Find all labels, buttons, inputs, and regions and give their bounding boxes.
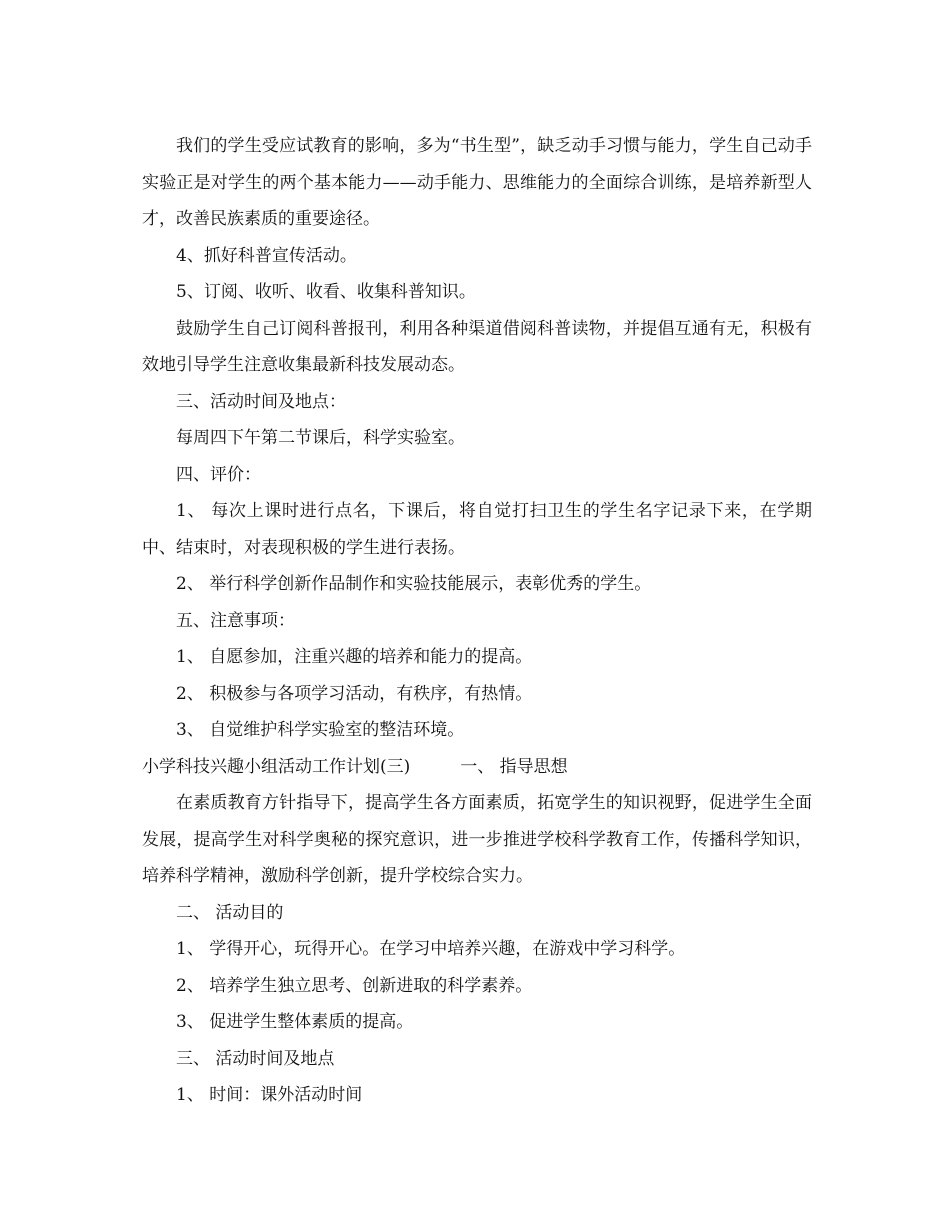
list-item: 1、 学得开心，玩得开心。在学习中培养兴趣，在游戏中学习科学。 (176, 939, 686, 959)
section-title-line (142, 749, 812, 786)
list-item: 3、 促进学生整体素质的提高。 (176, 1012, 414, 1032)
list-item: 1、 每次上课时进行点名，下课后，将自觉打扫卫生的学生名字记录下来，在学期中、结束时，对表现积极的学生进行表扬。 (142, 501, 812, 558)
section-heading: 二、 活动目的 (176, 902, 284, 923)
list-item: 2、 积极参与各项学习活动，有秩序，有热情。 (176, 683, 533, 704)
section-heading: 一、 指导思想 (460, 756, 568, 777)
paragraph: 每周四下午第二节课后，科学实验室。 (176, 428, 465, 448)
list-item: 2、 举行科学创新作品制作和实验技能展示，表彰优秀的学生。 (176, 574, 652, 594)
section-heading: 三、活动时间及地点： (176, 391, 346, 412)
section-heading: 五、注意事项： (176, 610, 295, 631)
paragraph: 我们的学生受应试教育的影响，多为“书生型”，缺乏动手习惯与能力，学生自己动手实验正是对学生的两个基本能力——动手能力、思维能力的全面综合训练，是培养新型人才，改善民族素质的重要途径。 (142, 136, 812, 229)
list-item: 1、 时间：课外活动时间 (176, 1085, 363, 1105)
list-item: 2、 培养学生独立思考、创新进取的科学素养。 (176, 975, 533, 996)
paragraph: 在素质教育方针指导下，提高学生各方面素质，拓宽学生的知识视野，促进学生全面发展，提高学生对科学奥秘的探究意识，进一步推进学校科学教育工作，传播科学知识，培养科学精神，激励科学创新，提升学校综合实力。 (142, 793, 812, 886)
section-heading: 三、 活动时间及地点 (176, 1048, 335, 1069)
paragraph: 鼓励学生自己订阅科普报刊，利用各种渠道借阅科普读物，并提倡互通有无，积极有效地引导学生注意收集最新科技发展动态。 (142, 318, 812, 375)
paragraph: 5、订阅、收听、收看、收集科普知识。 (176, 282, 476, 302)
document-body (142, 128, 812, 1114)
section-title: 小学科技兴趣小组活动工作计划(三) (142, 756, 411, 777)
list-item: 1、 自愿参加，注重兴趣的培养和能力的提高。 (176, 647, 533, 667)
list-item: 3、 自觉维护科学实验室的整洁环境。 (176, 720, 465, 740)
paragraph: 4、抓好科普宣传活动。 (176, 245, 357, 266)
section-heading: 四、评价： (176, 464, 261, 485)
